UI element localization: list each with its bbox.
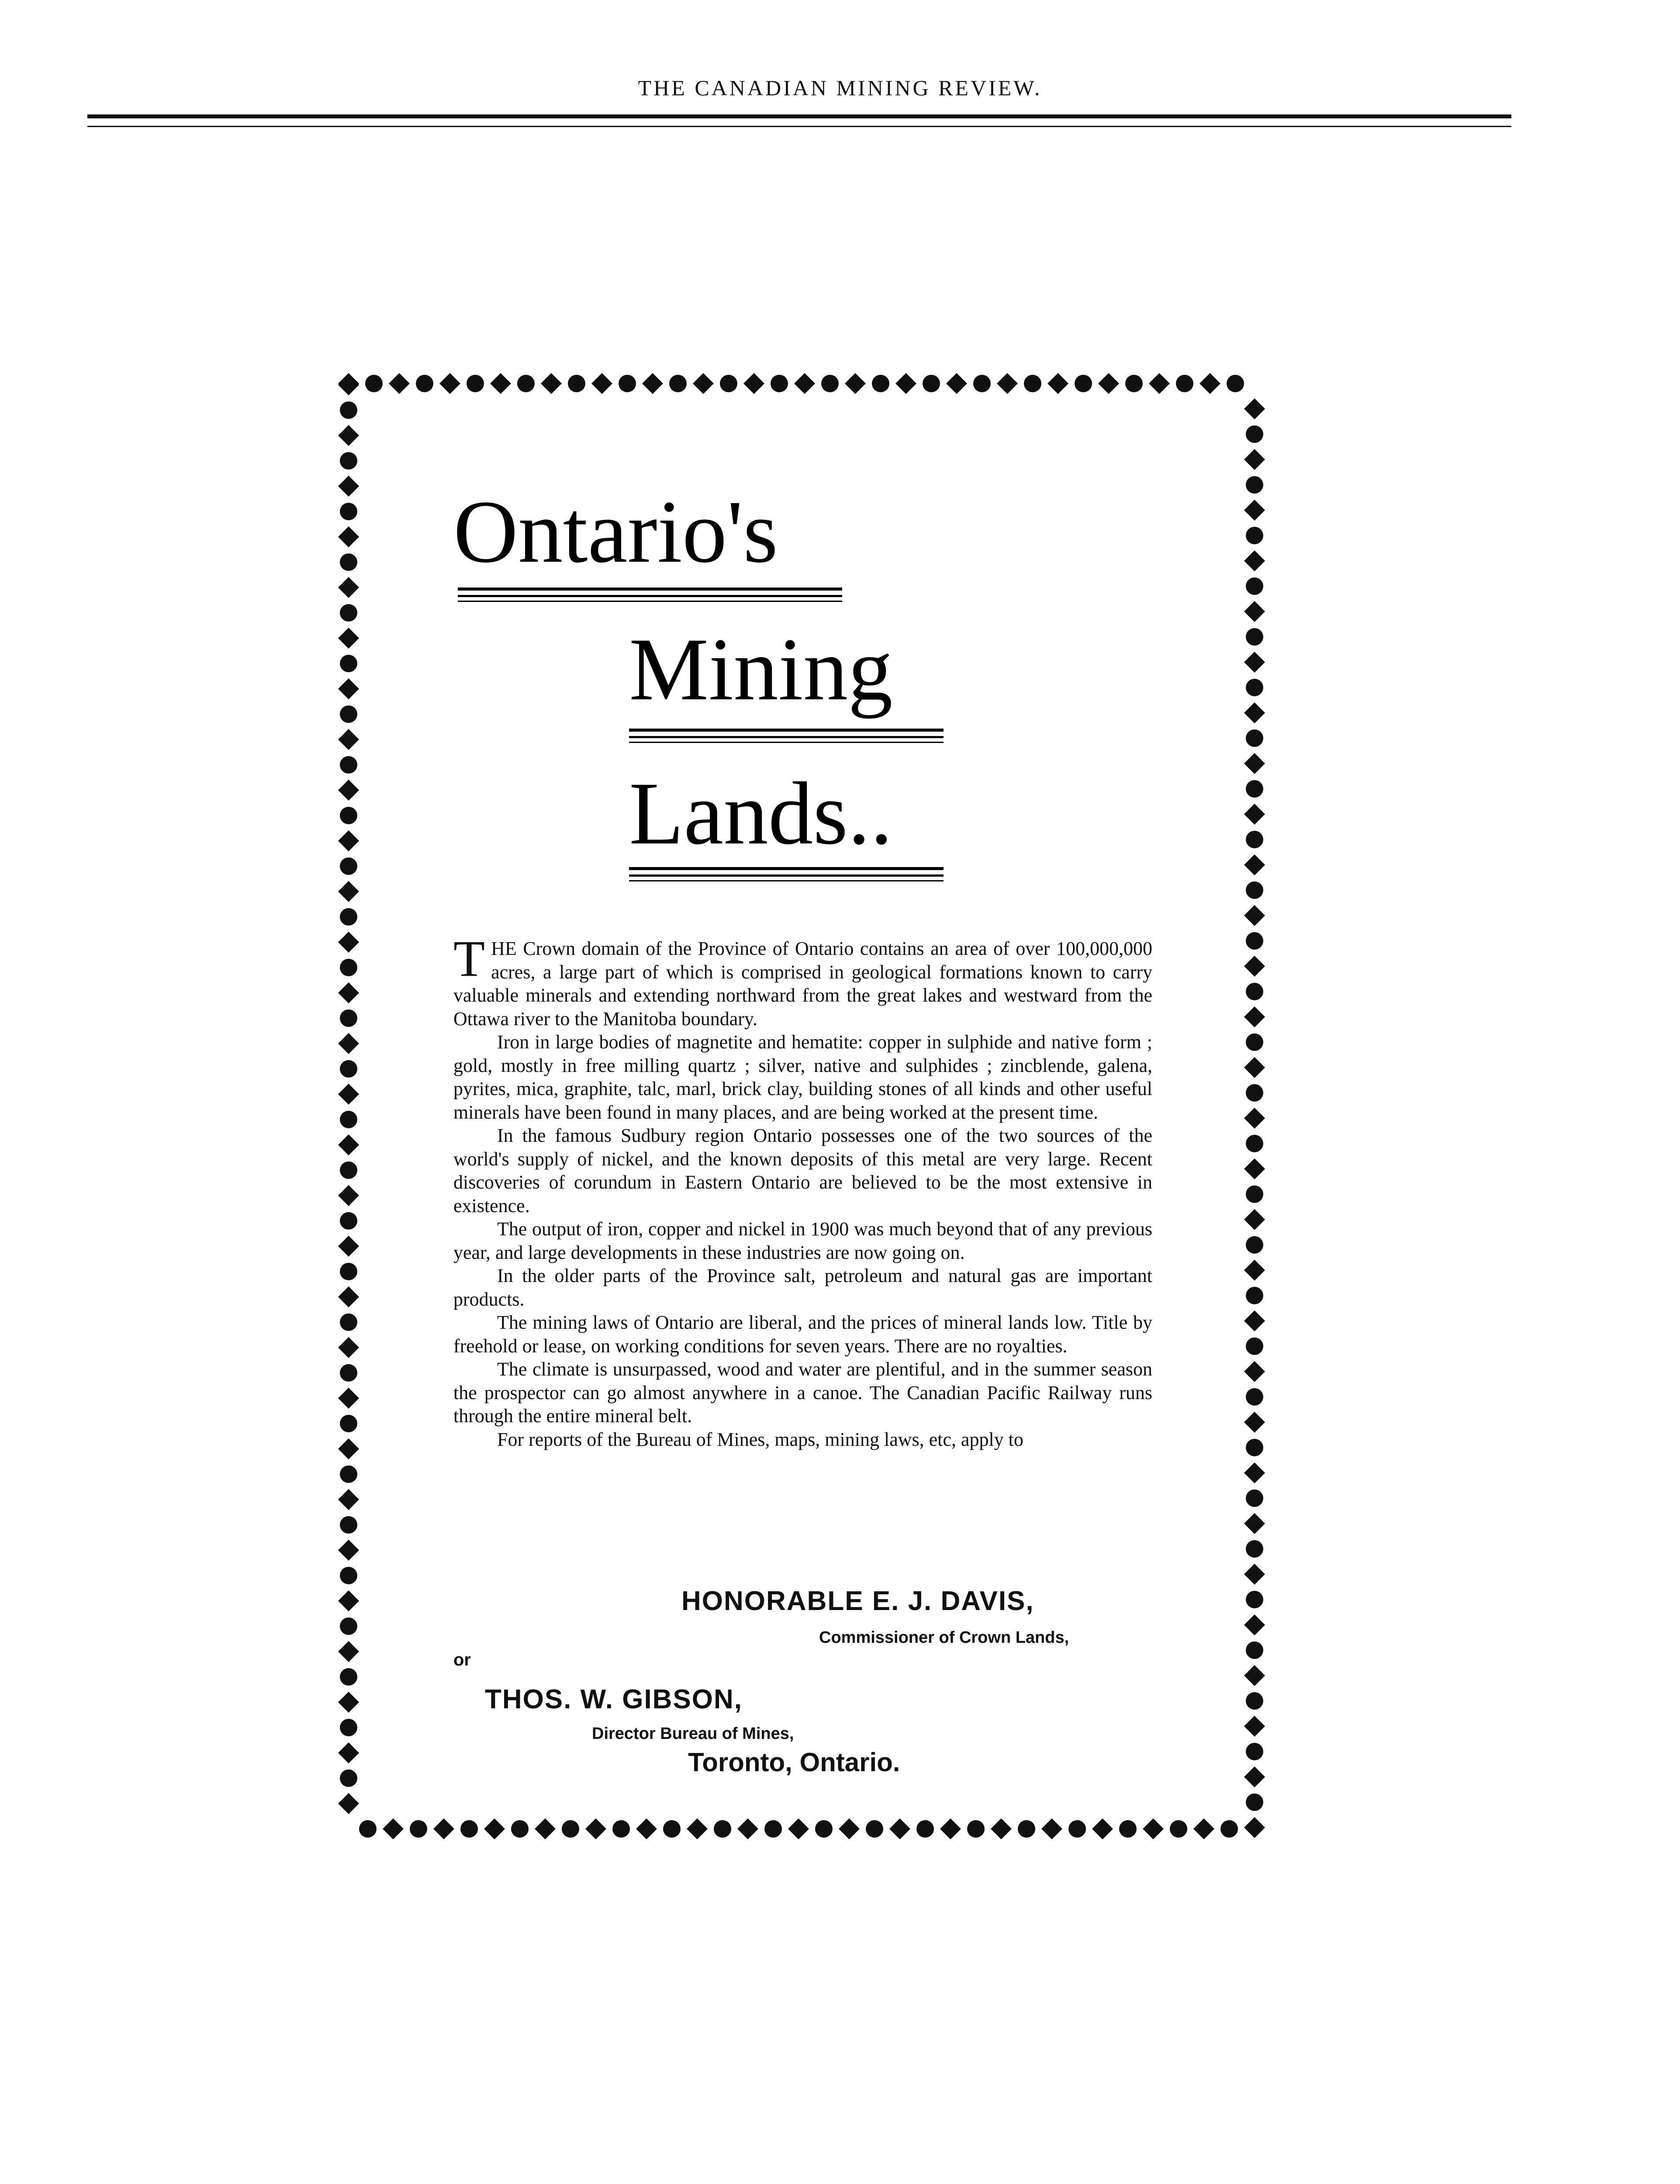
border-ornament-icon — [1220, 1820, 1238, 1838]
border-ornament-icon — [1041, 1818, 1062, 1839]
border-ornament-icon — [1244, 601, 1265, 622]
border-ornament-icon — [340, 1415, 357, 1432]
border-ornament-icon — [1246, 1388, 1263, 1406]
border-ornament-icon — [338, 830, 359, 851]
border-ornament-icon — [845, 373, 866, 394]
border-ornament-icon — [737, 1818, 758, 1839]
border-ornament-icon — [720, 375, 737, 392]
border-ornament-icon — [340, 1668, 357, 1686]
border-ornament-icon — [338, 425, 359, 446]
border-ornament-icon — [340, 1212, 357, 1230]
border-ornament-icon — [338, 780, 359, 801]
border-ornament-icon — [940, 1818, 961, 1839]
border-ornament-icon — [562, 1820, 579, 1838]
border-ornament-icon — [338, 1540, 359, 1561]
primary-contact-name: HONORABLE E. J. DAVIS, — [681, 1586, 1034, 1616]
headline-rule — [458, 587, 842, 591]
border-ornament-icon — [340, 908, 357, 926]
border-ornament-icon — [338, 1236, 359, 1257]
border-ornament-icon — [338, 1742, 359, 1763]
border-ornament-icon — [1246, 1692, 1263, 1710]
border-ornament-icon — [340, 503, 357, 520]
border-ornament-icon — [687, 1818, 708, 1839]
border-ornament-icon — [1244, 1614, 1265, 1635]
border-ornament-icon — [338, 1489, 359, 1510]
border-ornament-icon — [1246, 1794, 1263, 1811]
border-ornament-icon — [340, 1009, 357, 1027]
border-ornament-icon — [693, 373, 714, 394]
border-ornament-icon — [338, 1692, 359, 1713]
headline-word-3: Lands.. — [629, 764, 893, 863]
border-ornament-icon — [1176, 375, 1193, 392]
border-ornament-icon — [1244, 449, 1265, 470]
border-ornament-icon — [1170, 1820, 1187, 1838]
drop-cap: T — [453, 930, 485, 987]
border-ornament-icon — [340, 1465, 357, 1483]
border-ornament-icon — [338, 1438, 359, 1459]
border-ornament-icon — [338, 881, 359, 902]
border-ornament-icon — [1246, 476, 1263, 494]
border-ornament-icon — [923, 375, 940, 392]
border-ornament-icon — [1244, 652, 1265, 673]
border-ornament-icon — [1246, 577, 1263, 595]
border-ornament-icon — [1246, 881, 1263, 899]
body-paragraph: Iron in large bodies of magnetite and hematite: copper in sulphide and native form ; gold, mostly in free milling quartz ; silver, native and sulphides ; zincblende, galena, pyrites, mica, graphite, talc, marl, brick clay, building stones of all kinds and other useful minerals have been found in many places, and are being worked at the present time. — [453, 1031, 1152, 1123]
border-ornament-icon — [1149, 373, 1170, 394]
headline-rule — [629, 742, 944, 743]
border-ornament-icon — [340, 756, 357, 774]
border-ornament-icon — [1244, 1057, 1265, 1078]
border-ornament-icon — [338, 982, 359, 1003]
border-ornament-icon — [1246, 1540, 1263, 1558]
border-ornament-icon — [410, 1820, 427, 1838]
border-ornament-icon — [338, 678, 359, 699]
alternate-contact-location: Toronto, Ontario. — [688, 1748, 900, 1777]
border-ornament-icon — [1244, 1361, 1265, 1382]
border-ornament-icon — [338, 932, 359, 953]
border-ornament-icon — [359, 1820, 377, 1838]
border-ornament-icon — [973, 375, 991, 392]
border-ornament-icon — [1244, 1158, 1265, 1179]
border-ornament-icon — [416, 375, 433, 392]
border-ornament-icon — [338, 526, 359, 547]
border-ornament-icon — [1244, 1310, 1265, 1331]
border-ornament-icon — [1244, 1108, 1265, 1129]
body-paragraph: The mining laws of Ontario are liberal, and the prices of mineral lands low. Title by freehold or lease, on working conditions for seven years. There are no royalties. — [453, 1312, 1152, 1357]
headline-rule — [458, 601, 842, 602]
border-ornament-icon — [1244, 956, 1265, 977]
border-ornament-icon — [1246, 1236, 1263, 1254]
body-paragraph: The output of iron, copper and nickel in 1900 was much beyond that of any previous year, and large developments in these industries are now going on. — [453, 1218, 1152, 1263]
border-ornament-icon — [1125, 375, 1143, 392]
border-ornament-icon — [340, 1567, 357, 1584]
border-ornament-icon — [340, 807, 357, 824]
border-ornament-icon — [484, 1818, 505, 1839]
border-ornament-icon — [1244, 500, 1265, 521]
headline-rule — [629, 867, 944, 870]
advertisement-body — [453, 930, 1152, 1451]
border-ornament-icon — [967, 1820, 985, 1838]
border-ornament-icon — [340, 857, 357, 875]
border-ornament-icon — [338, 1134, 359, 1155]
border-ornament-icon — [338, 1793, 359, 1814]
border-ornament-icon — [340, 705, 357, 723]
border-ornament-icon — [1244, 550, 1265, 571]
border-ornament-icon — [612, 1820, 630, 1838]
border-ornament-icon — [383, 1818, 404, 1839]
border-ornament-icon — [1244, 702, 1265, 723]
border-ornament-icon — [669, 375, 687, 392]
border-ornament-icon — [338, 1286, 359, 1307]
border-ornament-icon — [338, 1590, 359, 1611]
border-ornament-icon — [1200, 373, 1220, 394]
border-ornament-icon — [1244, 1209, 1265, 1230]
body-paragraph: For reports of the Bureau of Mines, maps, mining laws, etc, apply to — [497, 1428, 1023, 1450]
border-ornament-icon — [642, 373, 663, 394]
alternate-contact-name: THOS. W. GIBSON, — [485, 1684, 743, 1714]
border-ornament-icon — [794, 373, 815, 394]
border-ornament-icon — [663, 1820, 681, 1838]
border-ornament-icon — [338, 729, 359, 750]
border-ornament-icon — [460, 1820, 478, 1838]
border-ornament-icon — [872, 375, 889, 392]
border-ornament-icon — [1143, 1818, 1164, 1839]
border-ornament-icon — [1244, 804, 1265, 825]
primary-contact-title: Commissioner of Crown Lands, — [819, 1628, 1069, 1647]
border-ornament-icon — [1018, 1820, 1035, 1838]
border-ornament-icon — [1193, 1818, 1214, 1839]
border-ornament-icon — [1244, 398, 1265, 419]
border-ornament-icon — [340, 1719, 357, 1736]
border-ornament-icon — [1047, 373, 1068, 394]
border-ornament-icon — [1227, 375, 1244, 392]
border-ornament-icon — [815, 1820, 833, 1838]
border-ornament-icon — [338, 1337, 359, 1358]
border-ornament-icon — [338, 628, 359, 649]
border-ornament-icon — [1246, 1641, 1263, 1659]
headline-rule — [629, 874, 944, 877]
border-ornament-icon — [338, 1641, 359, 1662]
headline-rule — [458, 595, 842, 597]
border-ornament-icon — [365, 375, 383, 392]
border-ornament-icon — [1246, 1185, 1263, 1203]
border-ornament-icon — [1244, 1260, 1265, 1281]
border-ornament-icon — [568, 375, 585, 392]
border-ornament-icon — [490, 373, 511, 394]
border-ornament-icon — [743, 373, 764, 394]
border-ornament-icon — [1244, 1716, 1265, 1737]
border-ornament-icon — [340, 1364, 357, 1382]
border-ornament-icon — [1244, 1665, 1265, 1686]
body-paragraph: The climate is unsurpassed, wood and water are plentiful, and in the summer season the prospector can go almost anywhere in a canoe. The Canadian Pacific Railway runs through the entire mineral belt. — [453, 1358, 1152, 1427]
border-ornament-icon — [1244, 1817, 1265, 1838]
border-ornament-icon — [340, 1313, 357, 1331]
border-ornament-icon — [467, 375, 484, 392]
border-ornament-icon — [788, 1818, 809, 1839]
border-ornament-icon — [338, 1388, 359, 1409]
border-ornament-icon — [895, 373, 916, 394]
border-ornament-icon — [997, 373, 1018, 394]
headline-word-2: Mining — [629, 620, 893, 719]
alternate-contact-title: Director Bureau of Mines, — [592, 1724, 794, 1743]
border-ornament-icon — [1246, 527, 1263, 544]
border-ornament-icon — [1246, 1591, 1263, 1608]
border-ornament-icon — [866, 1820, 883, 1838]
border-ornament-icon — [338, 577, 359, 598]
border-ornament-icon — [1098, 373, 1119, 394]
border-ornament-icon — [1119, 1820, 1137, 1838]
border-ornament-icon — [771, 375, 788, 392]
border-ornament-icon — [535, 1818, 556, 1839]
border-ornament-icon — [340, 401, 357, 419]
border-ornament-icon — [511, 1820, 529, 1838]
border-ornament-icon — [1244, 905, 1265, 926]
border-ornament-icon — [1246, 1135, 1263, 1152]
border-ornament-icon — [338, 476, 359, 497]
border-ornament-icon — [338, 374, 359, 395]
border-ornament-icon — [636, 1818, 657, 1839]
connector-word: or — [453, 1650, 471, 1669]
border-ornament-icon — [1246, 1439, 1263, 1456]
border-ornament-icon — [1246, 1489, 1263, 1507]
headline-rule — [629, 736, 944, 738]
border-ornament-icon — [340, 1060, 357, 1078]
border-ornament-icon — [1246, 932, 1263, 950]
border-ornament-icon — [1244, 1766, 1265, 1787]
border-ornament-icon — [1246, 679, 1263, 696]
border-ornament-icon — [1244, 1462, 1265, 1483]
border-ornament-icon — [991, 1818, 1012, 1839]
border-ornament-icon — [619, 375, 636, 392]
border-ornament-icon — [1244, 1006, 1265, 1027]
headline-rule — [629, 880, 944, 881]
border-ornament-icon — [1246, 628, 1263, 646]
body-paragraph: In the famous Sudbury region Ontario possesses one of the two sources of the world's supply of nickel, and the known deposits of this metal are very large. Recent discoveries of corundum in Eastern Ontario are believed to be the most extensive in existence. — [453, 1125, 1152, 1216]
border-ornament-icon — [541, 373, 562, 394]
border-ornament-icon — [1246, 1337, 1263, 1355]
border-ornament-icon — [839, 1818, 860, 1839]
border-ornament-icon — [340, 1769, 357, 1787]
border-ornament-icon — [1246, 1033, 1263, 1051]
border-ornament-icon — [1244, 753, 1265, 774]
header-rule-thick — [87, 114, 1511, 118]
border-ornament-icon — [1246, 1084, 1263, 1102]
border-ornament-icon — [340, 1617, 357, 1635]
border-ornament-icon — [916, 1820, 934, 1838]
body-paragraph: In the older parts of the Province salt, petroleum and natural gas are important products. — [453, 1265, 1152, 1310]
headline-rule — [629, 729, 944, 732]
border-ornament-icon — [338, 1033, 359, 1054]
border-ornament-icon — [439, 373, 460, 394]
headline-word-1: Ontario's — [453, 482, 778, 581]
border-ornament-icon — [585, 1818, 606, 1839]
border-ornament-icon — [389, 373, 410, 394]
border-ornament-icon — [1246, 831, 1263, 848]
border-ornament-icon — [340, 959, 357, 976]
border-ornament-icon — [1092, 1818, 1113, 1839]
border-ornament-icon — [1246, 425, 1263, 443]
border-ornament-icon — [433, 1818, 454, 1839]
border-ornament-icon — [338, 1185, 359, 1206]
border-ornament-icon — [591, 373, 612, 394]
border-ornament-icon — [1246, 1287, 1263, 1304]
border-ornament-icon — [1246, 1743, 1263, 1760]
border-ornament-icon — [1246, 983, 1263, 1000]
border-ornament-icon — [340, 655, 357, 672]
border-ornament-icon — [1244, 854, 1265, 875]
border-ornament-icon — [889, 1818, 910, 1839]
border-ornament-icon — [714, 1820, 731, 1838]
border-ornament-icon — [340, 1111, 357, 1128]
border-ornament-icon — [1075, 375, 1092, 392]
border-ornament-icon — [1244, 1564, 1265, 1585]
border-ornament-icon — [340, 604, 357, 622]
border-ornament-icon — [1068, 1820, 1086, 1838]
border-ornament-icon — [821, 375, 839, 392]
border-ornament-icon — [1244, 1412, 1265, 1433]
border-ornament-icon — [340, 1161, 357, 1179]
border-ornament-icon — [1244, 1513, 1265, 1534]
body-paragraph: THE Crown domain of the Province of Ontario contains an area of over 100,000,000 acres, a large part of which is comprised in geological formations known to carry valuable minerals and extending northward from the great lakes and westward from the Ottawa river to the Manitoba boundary. — [453, 930, 1152, 1030]
border-ornament-icon — [340, 1516, 357, 1534]
border-ornament-icon — [340, 452, 357, 470]
border-ornament-icon — [764, 1820, 782, 1838]
border-ornament-icon — [946, 373, 967, 394]
running-head: THE CANADIAN MINING REVIEW. — [638, 76, 1042, 100]
border-ornament-icon — [340, 1263, 357, 1280]
border-ornament-icon — [340, 553, 357, 571]
border-ornament-icon — [1246, 780, 1263, 798]
border-ornament-icon — [517, 375, 535, 392]
header-rule-thin — [87, 126, 1511, 127]
border-ornament-icon — [1246, 729, 1263, 747]
border-ornament-icon — [338, 1084, 359, 1105]
border-ornament-icon — [1024, 375, 1041, 392]
